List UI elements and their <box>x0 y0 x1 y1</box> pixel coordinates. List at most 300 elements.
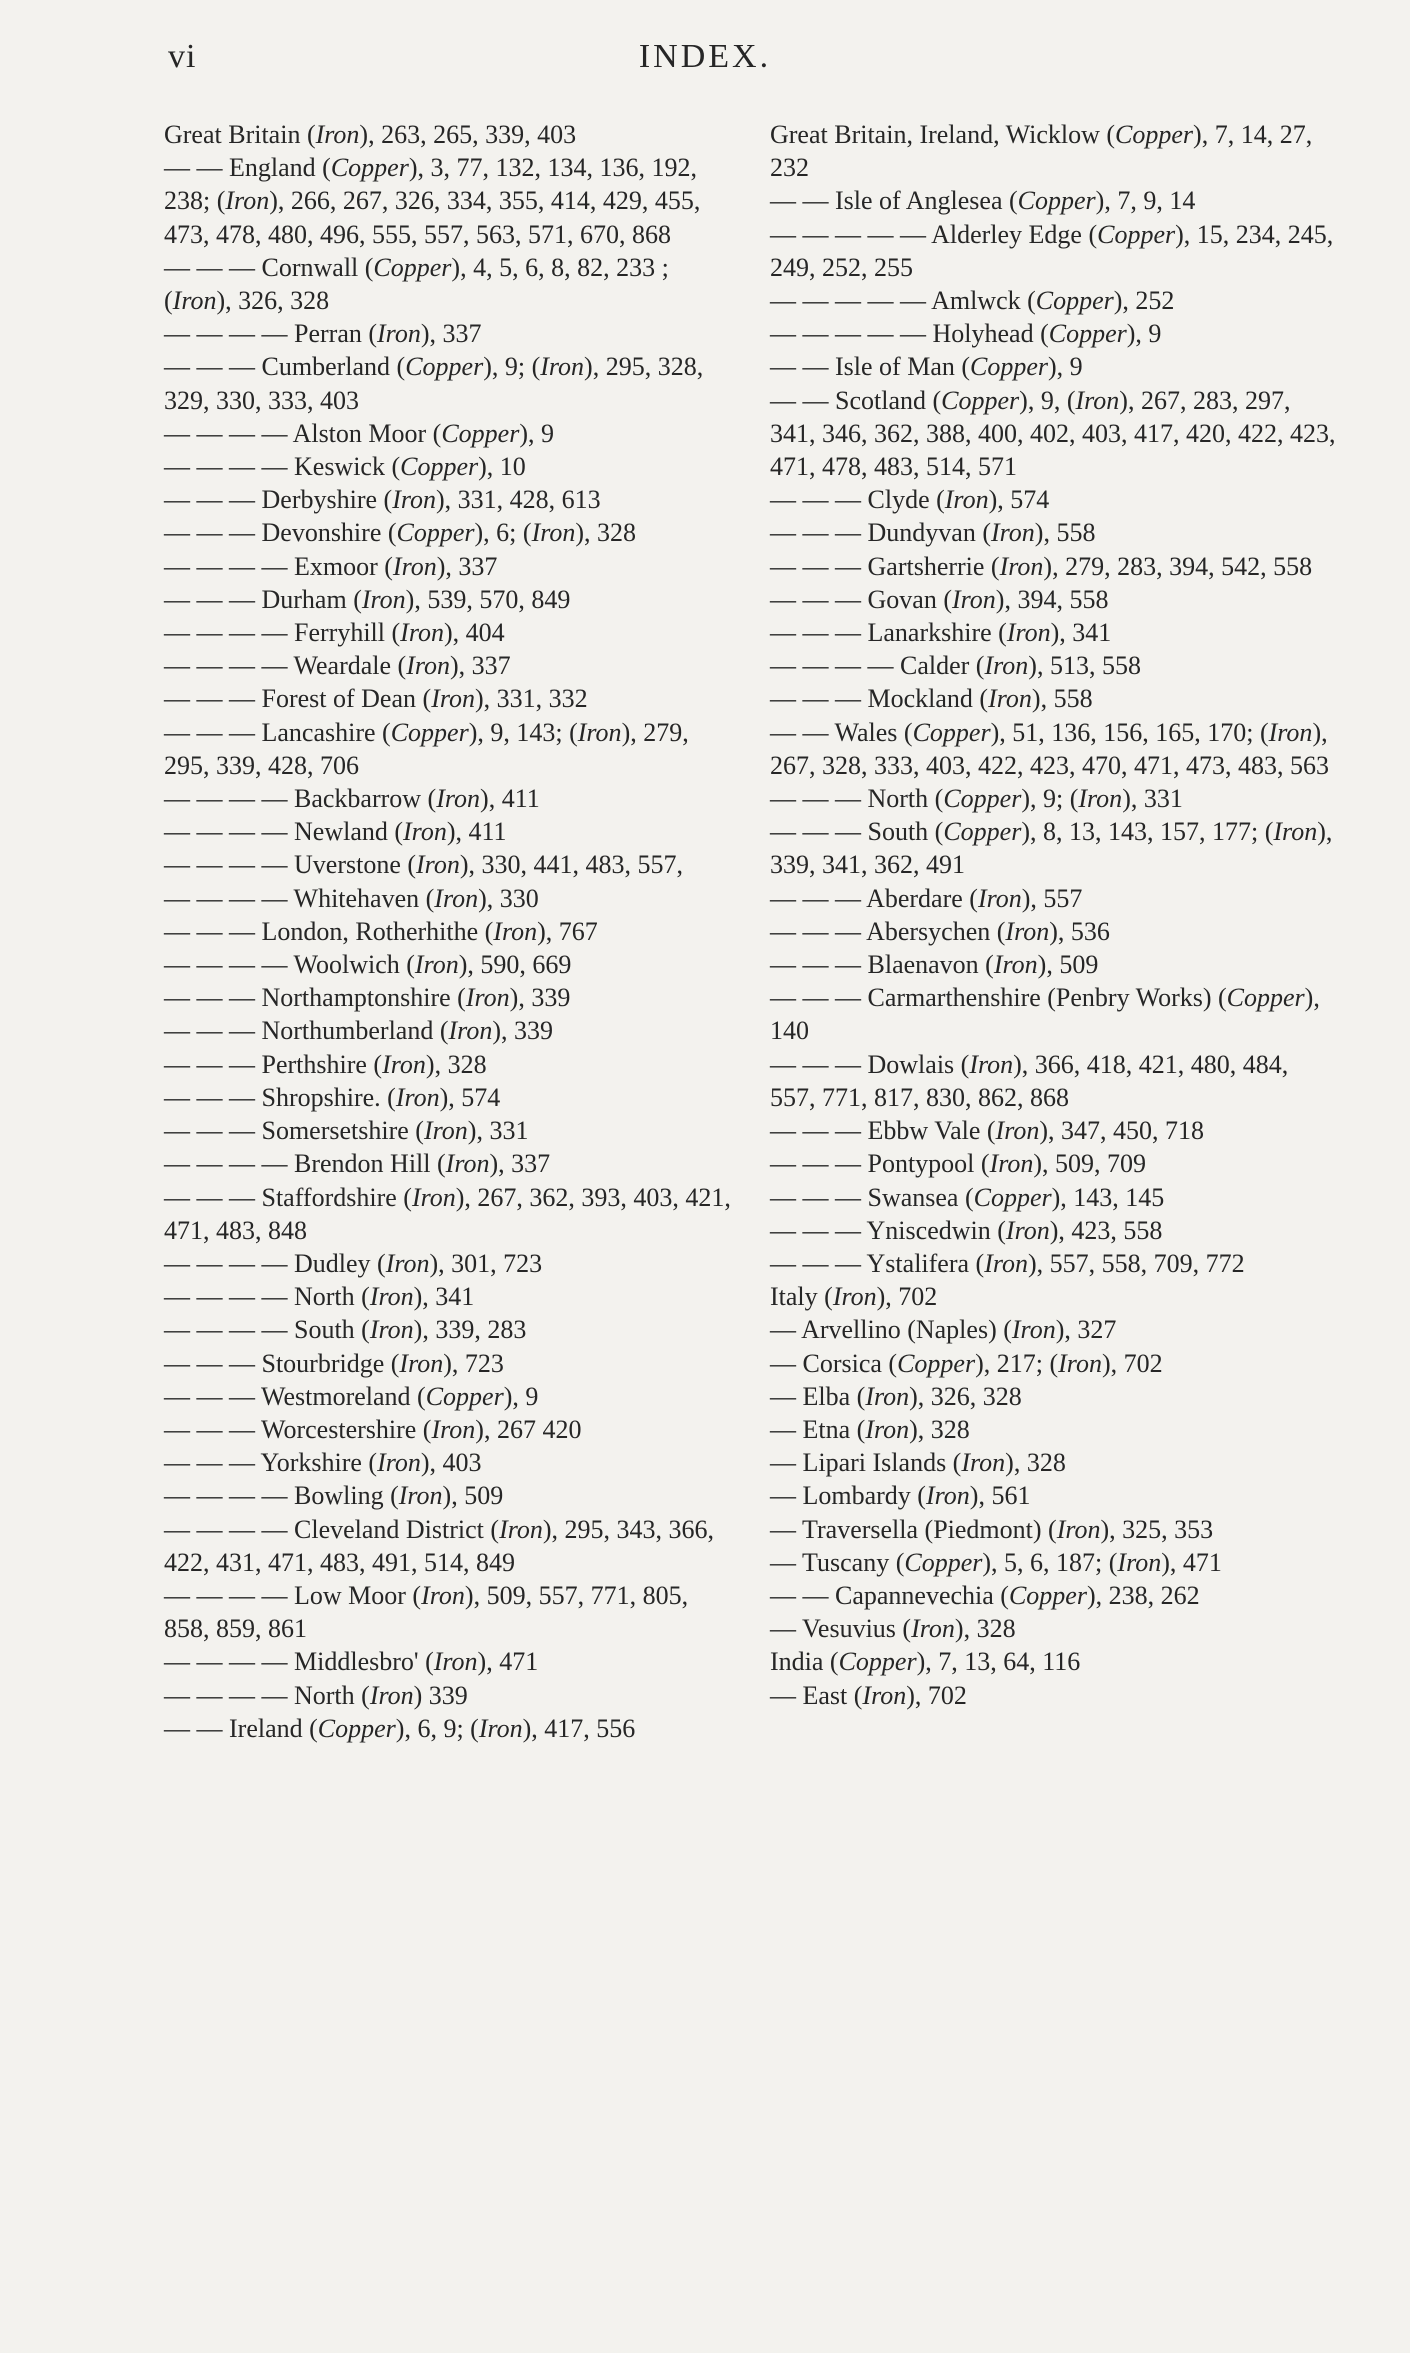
index-entry-text: — — — Worcestershire ( <box>164 1414 432 1444</box>
index-entry-text: ), 267, 362, 393, 403, 421, 471, 483, 848 <box>164 1182 731 1245</box>
index-entry-material: Iron <box>369 1282 414 1312</box>
index-entry-material: Iron <box>1005 916 1050 946</box>
index-entry-text: ), 252 <box>1113 286 1175 316</box>
index-entry-text: — Lombardy ( <box>770 1481 926 1511</box>
index-entry-material: Iron <box>382 1049 426 1079</box>
index-entry <box>770 1380 1340 1413</box>
index-entry-text: ), 471 <box>1161 1547 1222 1577</box>
index-entry-text: ) 339 <box>413 1680 468 1710</box>
index-entry-text: — Arvellino (Naples) ( <box>770 1315 1012 1345</box>
index-entry <box>770 981 1340 1047</box>
index-entry-material: Copper <box>970 352 1049 382</box>
index-entry-text: — — — Northamptonshire ( <box>164 983 466 1013</box>
index-entry-material: Iron <box>1058 1348 1102 1378</box>
index-entry-text: Great Britain, Ireland, Wicklow ( <box>770 120 1116 149</box>
index-entry-text: — — — — Exmoor ( <box>164 551 393 581</box>
index-entry-material: Copper <box>1226 983 1305 1013</box>
index-entry-text: ), 328 <box>575 518 637 548</box>
index-entry-material: Iron <box>999 551 1044 581</box>
index-entry-text: ), 328 <box>909 1414 970 1444</box>
index-entry-material: Copper <box>838 1647 917 1677</box>
index-entry-text: — — — Devonshire ( <box>164 518 397 548</box>
index-entry <box>770 1347 1340 1380</box>
index-entry <box>164 251 734 317</box>
index-entry-text: — — — Shropshire. ( <box>164 1082 396 1112</box>
index-entry-text: ), 339 <box>509 983 571 1013</box>
index-entry-text: — — Isle of Man ( <box>770 352 971 382</box>
index-entry <box>770 882 1340 915</box>
index-entry-text: ), 331 <box>467 1116 529 1146</box>
index-entry-text: — — — — — Alderley Edge ( <box>770 219 1098 249</box>
index-entry <box>164 1048 734 1081</box>
index-entry-text: ), 331 <box>1122 784 1183 814</box>
index-entry-material: Iron <box>865 1414 910 1444</box>
index-entry <box>770 782 1340 815</box>
index-entry-text: ), 403 <box>420 1448 482 1478</box>
index-entry <box>164 1147 734 1180</box>
index-entry-text: ), 325, 353 <box>1100 1514 1214 1544</box>
index-entry <box>164 483 734 516</box>
index-entry-text: — — — London, Rotherhithe ( <box>164 916 494 946</box>
index-entry <box>770 815 1340 881</box>
index-entry-text: — — — Clyde ( <box>770 485 945 515</box>
index-entry-material: Iron <box>1075 385 1120 415</box>
index-entry <box>770 1114 1340 1147</box>
index-entry-text: — — — Yniscedwin ( <box>770 1215 1006 1245</box>
index-entry-text: ), 15, 234, 245, 249, 252, 255 <box>770 219 1334 282</box>
index-entry <box>164 1712 734 1745</box>
index-entry-text: ), 417, 556 <box>522 1713 636 1743</box>
index-entry-text: — — — — Woolwich ( <box>164 950 415 980</box>
index-entry-text: ), 394, 558 <box>995 584 1109 614</box>
index-entry-text: Italy ( <box>770 1282 833 1312</box>
index-entry-text: ), 339, 341, 362, 491 <box>770 817 1333 880</box>
index-entry-material: Copper <box>941 385 1020 415</box>
index-entry-text: — — — — South ( <box>164 1315 370 1345</box>
index-entry-text: ), 6; ( <box>474 518 532 548</box>
index-entry-text: ), 266, 267, 326, 334, 355, 414, 429, 455, 473, 478, 480, 496, 555, 557, 563, 571, 670, 868 <box>164 186 701 249</box>
index-entry-text: ), 339 <box>492 1016 553 1046</box>
index-entry-text: ), 3, 77, 132, 134, 136, 192, 238; ( <box>164 153 697 216</box>
index-entry-material: Copper <box>400 452 479 482</box>
index-entry-text: ), 337 <box>489 1149 551 1179</box>
index-entry-material: Iron <box>411 1182 456 1212</box>
index-entry-text: — — — Pontypool ( <box>770 1149 990 1179</box>
index-entry <box>770 1313 1340 1346</box>
index-entry-material: Iron <box>984 1248 1029 1278</box>
index-entry-material: Copper <box>441 418 520 448</box>
index-entry-text: — — Wales ( <box>770 717 913 747</box>
index-entry <box>164 118 734 151</box>
index-entry-text: — — — Mockland ( <box>770 684 989 714</box>
index-entry-text: ), 328 <box>954 1614 1016 1644</box>
index-entry-text: — — — — Uverstone ( <box>164 850 417 880</box>
index-entry-text: — — — Ystalifera ( <box>770 1248 985 1278</box>
index-entry <box>164 882 734 915</box>
index-entry-text: ), 702 <box>876 1282 938 1312</box>
index-entry-text: ), 10 <box>478 452 526 482</box>
index-entry-text: — — — Somersetshire ( <box>164 1116 424 1146</box>
index-entry-text: — — — — Alston Moor ( <box>164 418 442 448</box>
index-entry-text: — Elba ( <box>770 1381 866 1411</box>
index-entry-material: Iron <box>377 319 421 349</box>
index-entry <box>770 915 1340 948</box>
index-entry-material: Iron <box>433 1647 478 1677</box>
index-entry-text: — — — Dowlais ( <box>770 1049 970 1079</box>
index-entry <box>164 981 734 1014</box>
index-entry-material: Iron <box>225 186 270 216</box>
index-entry-text: — — — Stourbridge ( <box>164 1348 400 1378</box>
index-entry-material: Copper <box>1115 120 1194 149</box>
index-entry-material: Iron <box>944 485 989 515</box>
index-entry-text: ), 341 <box>413 1282 475 1312</box>
index-entry-material: Iron <box>989 1149 1034 1179</box>
index-entry-text: ), 8, 13, 143, 157, 177; ( <box>1021 817 1274 847</box>
index-column-right <box>770 118 1340 1712</box>
index-entry <box>770 218 1340 284</box>
index-entry-text: — — — — — Amlwck ( <box>770 286 1036 316</box>
index-entry-text: ), 330, 441, 483, 557, <box>459 850 683 880</box>
index-entry-material: Iron <box>951 584 996 614</box>
index-entry-material: Copper <box>390 717 469 747</box>
index-entry-material: Iron <box>993 950 1038 980</box>
index-entry-text: ), 574 <box>439 1082 501 1112</box>
index-entry <box>164 317 734 350</box>
index-entry-text: ), 557 <box>1021 883 1083 913</box>
index-entry-text: ), 9, 143; ( <box>468 717 578 747</box>
index-entry <box>770 284 1340 317</box>
index-entry <box>770 1214 1340 1247</box>
index-entry <box>164 550 734 583</box>
index-entry-material: Iron <box>172 286 217 316</box>
index-entry-text: — — — Govan ( <box>770 584 952 614</box>
index-entry-material: Iron <box>399 1348 444 1378</box>
index-entry <box>164 1181 734 1247</box>
index-entry <box>164 350 734 416</box>
index-entry-text: — Tuscany ( <box>770 1547 905 1577</box>
index-entry <box>164 1081 734 1114</box>
index-entry <box>164 1380 734 1413</box>
index-entry-material: Iron <box>423 1116 468 1146</box>
index-entry-material: Copper <box>1048 319 1127 349</box>
index-entry-material: Iron <box>392 551 437 581</box>
index-entry-text: — — — — Calder ( <box>770 651 985 681</box>
index-entry-material: Iron <box>1056 1514 1101 1544</box>
index-entry-text: — Vesuvius ( <box>770 1614 912 1644</box>
index-entry-text: Great Britain ( <box>164 120 316 149</box>
index-entry-text: — — — Cornwall ( <box>164 252 374 282</box>
index-entry-material: Copper <box>425 1381 504 1411</box>
index-entry <box>770 384 1340 484</box>
index-entry-text: — Traversella (Piedmont) ( <box>770 1514 1057 1544</box>
index-entry-text: — — Isle of Anglesea ( <box>770 186 1018 216</box>
index-entry-material: Copper <box>897 1348 976 1378</box>
index-entry-text: — Lipari Islands ( <box>770 1448 962 1478</box>
index-entry-text: ), 337 <box>420 319 482 349</box>
index-entry-text: ), 51, 136, 156, 165, 170; ( <box>990 717 1269 747</box>
index-entry-text: ), 326, 328 <box>216 286 330 316</box>
index-entry <box>770 1446 1340 1479</box>
index-entry <box>164 649 734 682</box>
index-entry-text: — — — South ( <box>770 817 944 847</box>
index-entry <box>164 1579 734 1645</box>
index-entry-material: Iron <box>1268 717 1313 747</box>
index-entry <box>770 350 1340 383</box>
index-entry-text: — — — Durham ( <box>164 584 362 614</box>
index-entry-text: — — — — Dudley ( <box>164 1248 386 1278</box>
index-entry <box>770 550 1340 583</box>
index-entry-text: ), 423, 558 <box>1049 1215 1163 1245</box>
index-entry-material: Iron <box>434 883 479 913</box>
index-entry-material: Copper <box>943 784 1022 814</box>
index-entry-text: ), 9, ( <box>1019 385 1076 415</box>
index-entry-material: Iron <box>465 983 510 1013</box>
index-entry <box>770 948 1340 981</box>
index-entry <box>164 1679 734 1712</box>
index-entry-material: Copper <box>1097 219 1176 249</box>
index-entry-text: ), 301, 723 <box>429 1248 543 1278</box>
index-entry-text: — — — Forest of Dean ( <box>164 684 432 714</box>
index-entry <box>164 1014 734 1047</box>
index-entry-text: ), 509, 709 <box>1033 1149 1147 1179</box>
index-entry-material: Copper <box>317 1713 396 1743</box>
index-entry-text: ), 9; ( <box>1021 784 1079 814</box>
index-entry-text: — — — — Middlesbro' ( <box>164 1647 434 1677</box>
index-entry-text: ), 267 420 <box>475 1414 582 1444</box>
index-entry-text: ), 140 <box>770 983 1320 1046</box>
index-entry-material: Iron <box>385 1248 430 1278</box>
index-entry-text: — — — — Keswick ( <box>164 452 401 482</box>
index-entry-text: ), 4, 5, 6, 8, 82, 233 ; ( <box>164 252 669 316</box>
index-entry-material: Iron <box>865 1381 910 1411</box>
index-entry-text: ), 326, 328 <box>909 1381 1022 1411</box>
index-entry-text: ), 6, 9; ( <box>395 1713 479 1743</box>
index-entry-text: ), 404 <box>443 618 505 648</box>
index-entry-material: Copper <box>1017 186 1096 216</box>
index-entry <box>164 848 734 881</box>
index-entry-text: — — — Westmoreland ( <box>164 1381 426 1411</box>
index-entry-text: — — — — North ( <box>164 1282 370 1312</box>
index-entry-material: Iron <box>369 1680 414 1710</box>
index-entry-text: ), 702 <box>906 1680 967 1710</box>
index-entry-text: ), 558 <box>1031 684 1093 714</box>
index-entry-text: ), 509 <box>442 1481 504 1511</box>
index-entry <box>164 915 734 948</box>
index-entry-text: — — — Yorkshire ( <box>164 1448 378 1478</box>
index-entry-text: ), 9 <box>1126 319 1162 349</box>
index-entry-material: Copper <box>904 1547 983 1577</box>
index-entry-text: ), 217; ( <box>975 1348 1059 1378</box>
index-entry-text: ), 366, 418, 421, 480, 484, 557, 771, 817, 830, 862, 868 <box>770 1049 1289 1112</box>
index-entry-material: Iron <box>969 1049 1014 1079</box>
index-entry-text: — — — — Brendon Hill ( <box>164 1149 446 1179</box>
index-entry-text: — — — Staffordshire ( <box>164 1182 412 1212</box>
index-entry <box>164 1513 734 1579</box>
index-entry-material: Iron <box>1273 817 1318 847</box>
index-entry-text: — — — — Newland ( <box>164 817 404 847</box>
index-entry-material: Iron <box>431 684 475 714</box>
index-entry <box>770 317 1340 350</box>
index-entry-text: — — — Cumberland ( <box>164 352 406 382</box>
index-entry-text: — — Capannevechia ( <box>770 1580 1009 1610</box>
index-entry-text: — — — Lancashire ( <box>164 717 391 747</box>
index-entry-text: — — — — Whitehaven ( <box>164 883 435 913</box>
index-entry-text: ), 558 <box>1034 518 1096 548</box>
index-entry-material: Iron <box>445 1149 490 1179</box>
index-entry <box>164 417 734 450</box>
index-entry <box>164 815 734 848</box>
index-entry-text: — — — Perthshire ( <box>164 1049 383 1079</box>
index-entry-text: — — — — Weardale ( <box>164 651 407 681</box>
index-entry-material: Iron <box>984 651 1029 681</box>
index-entry-text: ), 328 <box>425 1049 487 1079</box>
index-entry-material: Iron <box>925 1481 970 1511</box>
index-entry-text: — — — Lanarkshire ( <box>770 618 1007 648</box>
index-entry-text: — Etna ( <box>770 1414 866 1444</box>
index-entry <box>164 151 734 251</box>
index-entry-text: — — — — Cleveland District ( <box>164 1514 500 1544</box>
index-entry-text: ), 509, 557, 771, 805, 858, 859, 861 <box>164 1580 689 1644</box>
index-entry-material: Iron <box>1005 1215 1050 1245</box>
index-entry-text: ), 411 <box>446 817 507 847</box>
index-entry-material: Iron <box>499 1514 543 1544</box>
index-entry <box>770 118 1340 184</box>
index-entry-text: — — — — Low Moor ( <box>164 1580 422 1610</box>
index-entry-text: ), 5, 6, 187; ( <box>982 1547 1118 1577</box>
index-entry-material: Iron <box>995 1116 1040 1146</box>
index-entry <box>164 450 734 483</box>
index-entry-text: — — — — Perran ( <box>164 319 378 349</box>
index-entry-text: ), 339, 283 <box>413 1315 527 1345</box>
index-column-left <box>164 118 734 1745</box>
index-entry-text: ), 561 <box>969 1481 1031 1511</box>
index-entry-text: ), 347, 450, 718 <box>1039 1116 1205 1146</box>
index-entry <box>164 682 734 715</box>
index-entry-text: ), 513, 558 <box>1028 651 1141 681</box>
index-entry <box>164 1114 734 1147</box>
index-entry <box>164 716 734 782</box>
index-entry-material: Iron <box>406 651 451 681</box>
index-entry-text: — — — Carmarthenshire (Penbry Works) ( <box>770 983 1227 1013</box>
index-entry-material: Iron <box>990 518 1035 548</box>
page-number: vi <box>168 38 197 75</box>
index-entry <box>770 1280 1340 1313</box>
index-entry-material: Iron <box>478 1713 523 1743</box>
index-entry-text: ), 7, 13, 64, 116 <box>916 1647 1081 1677</box>
index-entry <box>770 483 1340 516</box>
index-entry-text: — — — — — Holyhead ( <box>770 319 1049 349</box>
index-entry-material: Copper <box>1035 286 1114 316</box>
index-entry-material: Iron <box>961 1448 1006 1478</box>
index-entry-text: ), 536 <box>1049 916 1110 946</box>
index-entry-text: ), 327 <box>1055 1315 1117 1345</box>
index-entry <box>770 583 1340 616</box>
index-entry-material: Iron <box>403 817 447 847</box>
index-entry-text: ), 539, 570, 849 <box>405 584 571 614</box>
index-entry-material: Iron <box>377 1448 421 1478</box>
index-entry-material: Iron <box>1117 1547 1162 1577</box>
index-entry <box>770 1181 1340 1214</box>
index-entry-text: ), 331, 332 <box>475 684 588 714</box>
index-entry-text: ), 337 <box>450 651 511 681</box>
index-entry-material: Iron <box>414 950 459 980</box>
index-entry-material: Iron <box>361 584 406 614</box>
index-entry <box>770 649 1340 682</box>
index-entry <box>164 1347 734 1380</box>
index-entry-text: — — — Ebbw Vale ( <box>770 1116 996 1146</box>
index-entry-text: ), 509 <box>1037 950 1099 980</box>
index-entry <box>164 516 734 549</box>
index-entry-text: ), 723 <box>443 1348 504 1378</box>
index-entry-text: — — Ireland ( <box>164 1713 318 1743</box>
index-entry <box>770 1679 1340 1712</box>
index-entry <box>770 1479 1340 1512</box>
index-entry-text: — — — Derbyshire ( <box>164 485 393 515</box>
index-entry-text: ), 279, 283, 394, 542, 558 <box>1043 551 1313 581</box>
index-entry-material: Copper <box>396 518 475 548</box>
index-entry-text: ), 263, 265, 339, 403 <box>359 120 577 149</box>
index-entry-text: India ( <box>770 1647 839 1677</box>
index-entry-material: Iron <box>977 883 1022 913</box>
index-entry-text: ), 702 <box>1101 1348 1163 1378</box>
index-entry <box>164 1479 734 1512</box>
index-entry <box>770 1247 1340 1280</box>
index-entry-material: Copper <box>373 252 452 282</box>
index-entry-text: — — Scotland ( <box>770 385 942 415</box>
index-entry-text: ), 557, 558, 709, 772 <box>1028 1248 1245 1278</box>
index-entry-text: — — England ( <box>164 153 331 183</box>
index-entry-material: Iron <box>988 684 1032 714</box>
index-entry-text: — East ( <box>770 1680 863 1710</box>
index-entry <box>770 1513 1340 1546</box>
index-entry-material: Iron <box>531 518 576 548</box>
index-entry-material: Iron <box>577 717 622 747</box>
index-entry <box>164 1446 734 1479</box>
index-entry-text: ), 767 <box>537 916 598 946</box>
index-entry-text: ), 9; ( <box>483 352 541 382</box>
index-entry-material: Copper <box>330 153 409 183</box>
index-entry <box>164 616 734 649</box>
index-entry <box>164 1280 734 1313</box>
index-entry-material: Iron <box>369 1315 414 1345</box>
index-entry <box>164 1645 734 1678</box>
index-entry-material: Iron <box>315 120 360 149</box>
index-entry-text: ), 267, 328, 333, 403, 422, 423, 470, 471, 473, 483, 563 <box>770 717 1329 780</box>
index-entry-material: Iron <box>421 1580 465 1610</box>
index-entry-text: — Corsica ( <box>770 1348 898 1378</box>
index-entry-text: — — — Blaenavon ( <box>770 950 994 980</box>
index-entry-material: Iron <box>395 1082 440 1112</box>
index-entry <box>770 1048 1340 1114</box>
index-entry-material: Iron <box>911 1614 955 1644</box>
index-entry-text: ), 267, 283, 297, 341, 346, 362, 388, 400, 402, 403, 417, 420, 422, 423, 471, 478, 483, 514, 571 <box>770 385 1336 482</box>
index-entry <box>164 583 734 616</box>
index-entry-material: Iron <box>416 850 460 880</box>
index-entry-text: — — — Abersychen ( <box>770 916 1006 946</box>
index-entry-material: Copper <box>973 1182 1052 1212</box>
index-entry-material: Iron <box>1011 1315 1056 1345</box>
index-entry-text: — — — — Bowling ( <box>164 1481 399 1511</box>
index-entry-text: ), 7, 9, 14 <box>1095 186 1196 216</box>
index-entry <box>770 682 1340 715</box>
index-entry-text: ), 574 <box>988 485 1050 515</box>
index-entry <box>770 716 1340 782</box>
index-entry-text: ), 9 <box>1048 352 1083 382</box>
index-entry-material: Iron <box>398 1481 443 1511</box>
index-entry-text: — — — Dundyvan ( <box>770 518 991 548</box>
index-entry <box>164 1413 734 1446</box>
index-entry-text: ), 295, 328, 329, 330, 333, 403 <box>164 352 704 415</box>
